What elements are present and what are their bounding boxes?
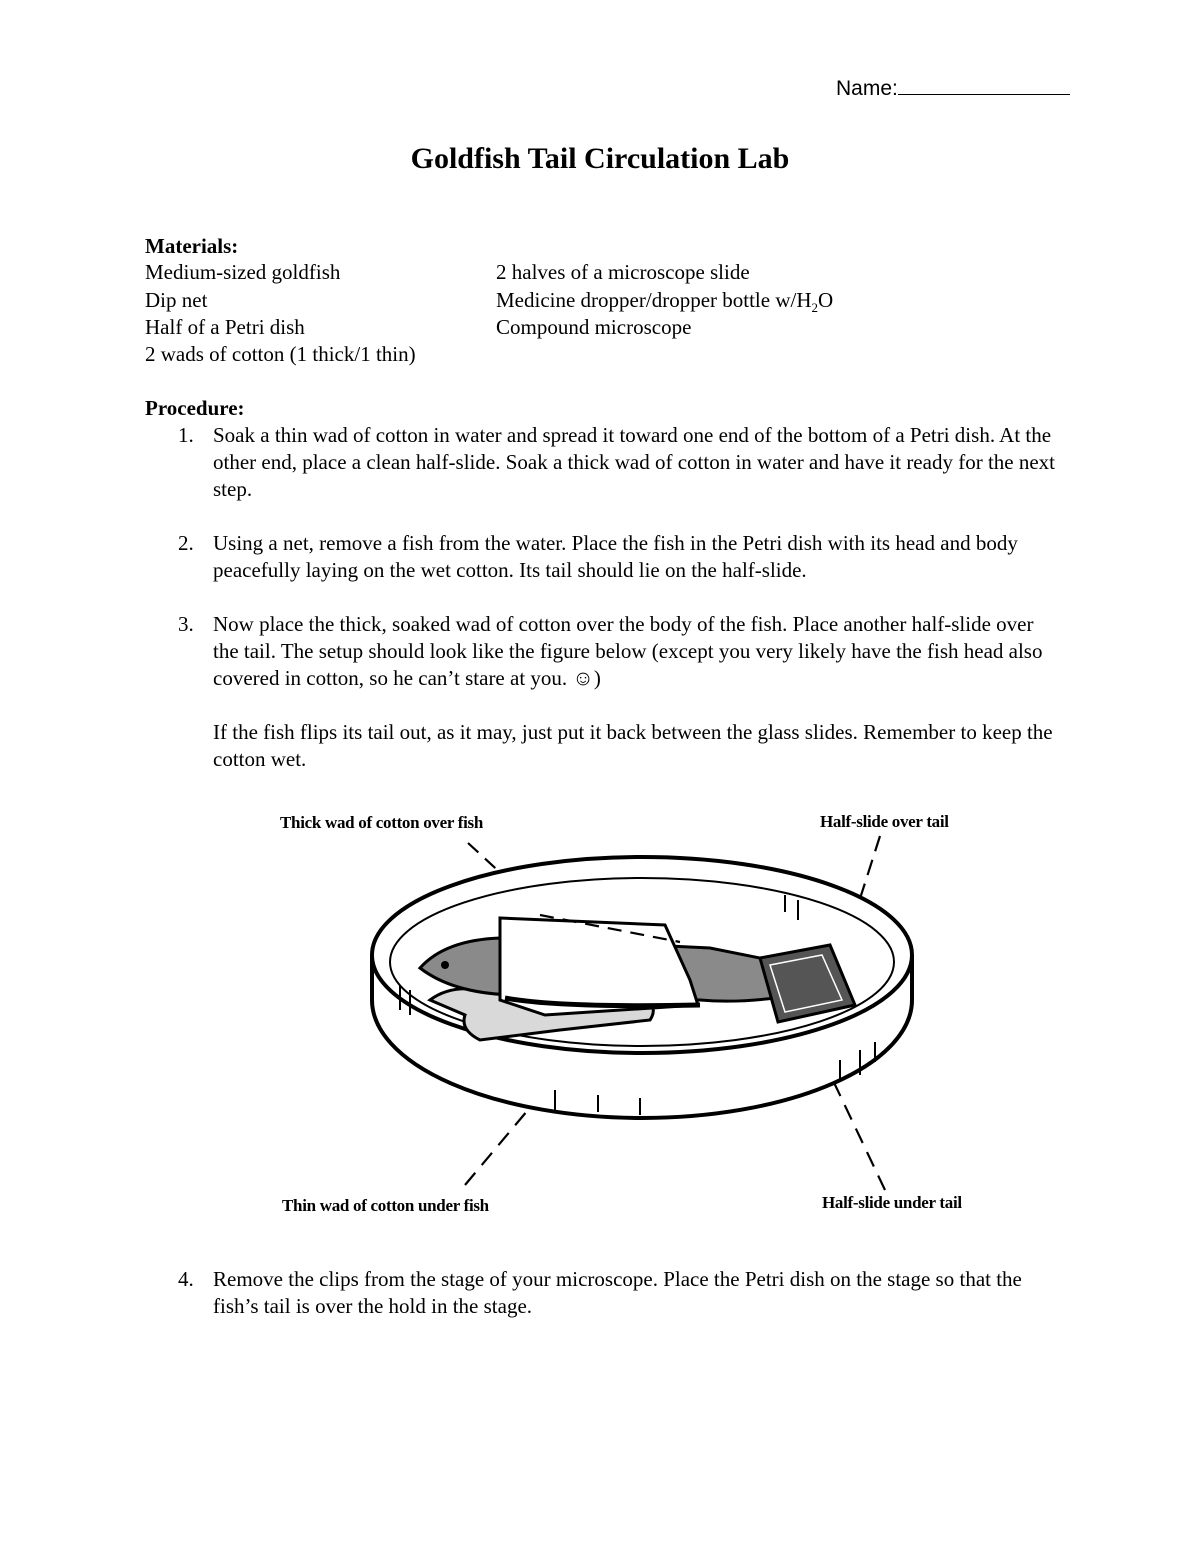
label-thin-cotton: Thin wad of cotton under fish xyxy=(282,1196,489,1215)
step-text: Now place the thick, soaked wad of cotton over the body of the fish. Place another half-slide over the tail. The setup should look like the figure below (except you very likely have the fish head also covered in cotton, so he can’t stare at you. ☺) xyxy=(213,612,1043,690)
material-text: Medicine dropper/dropper bottle w/H xyxy=(496,288,812,312)
material-item: Compound microscope xyxy=(496,315,692,339)
material-item: 2 wads of cotton (1 thick/1 thin) xyxy=(145,342,416,366)
name-label: Name: xyxy=(836,77,898,100)
label-thick-cotton: Thick wad of cotton over fish xyxy=(280,813,484,832)
step-3-note: If the fish flips its tail out, as it may, just put it back between the glass slides. Remember to keep the cotton wet. xyxy=(213,720,1053,771)
material-text: O xyxy=(818,288,834,312)
material-item: Medium-sized goldfish xyxy=(145,260,341,284)
step-number: 1. xyxy=(178,423,194,447)
step-number: 3. xyxy=(178,612,194,636)
fish-eye xyxy=(441,961,449,969)
step-number: 4. xyxy=(178,1267,194,1291)
step-text: Soak a thin wad of cotton in water and spread it toward one end of the bottom of a Petri dish. At the other end, place a clean half-slide. Soak a thick wad of cotton in water and have it ready for the next step. xyxy=(213,423,1055,501)
step-text: Using a net, remove a fish from the water. Place the fish in the Petri dish with its head and body peacefully laying on the wet cotton. Its tail should lie on the half-slide. xyxy=(213,531,1018,582)
material-item: 2 halves of a microscope slide xyxy=(496,260,750,284)
step-number: 2. xyxy=(178,531,194,555)
label-half-slide-under-tail: Half-slide under tail xyxy=(822,1193,962,1212)
materials-heading: Materials: xyxy=(145,234,239,258)
step-text: Remove the clips from the stage of your microscope. Place the Petri dish on the stage so that the fish’s tail is over the hold in the stage. xyxy=(213,1267,1022,1318)
material-item: Half of a Petri dish xyxy=(145,315,305,339)
page-title: Goldfish Tail Circulation Lab xyxy=(410,142,790,175)
material-item: Dip net xyxy=(145,288,208,312)
procedure-heading: Procedure: xyxy=(145,396,245,420)
label-half-slide-over-tail: Half-slide over tail xyxy=(820,812,949,831)
subscript-two: 2 xyxy=(811,300,818,316)
